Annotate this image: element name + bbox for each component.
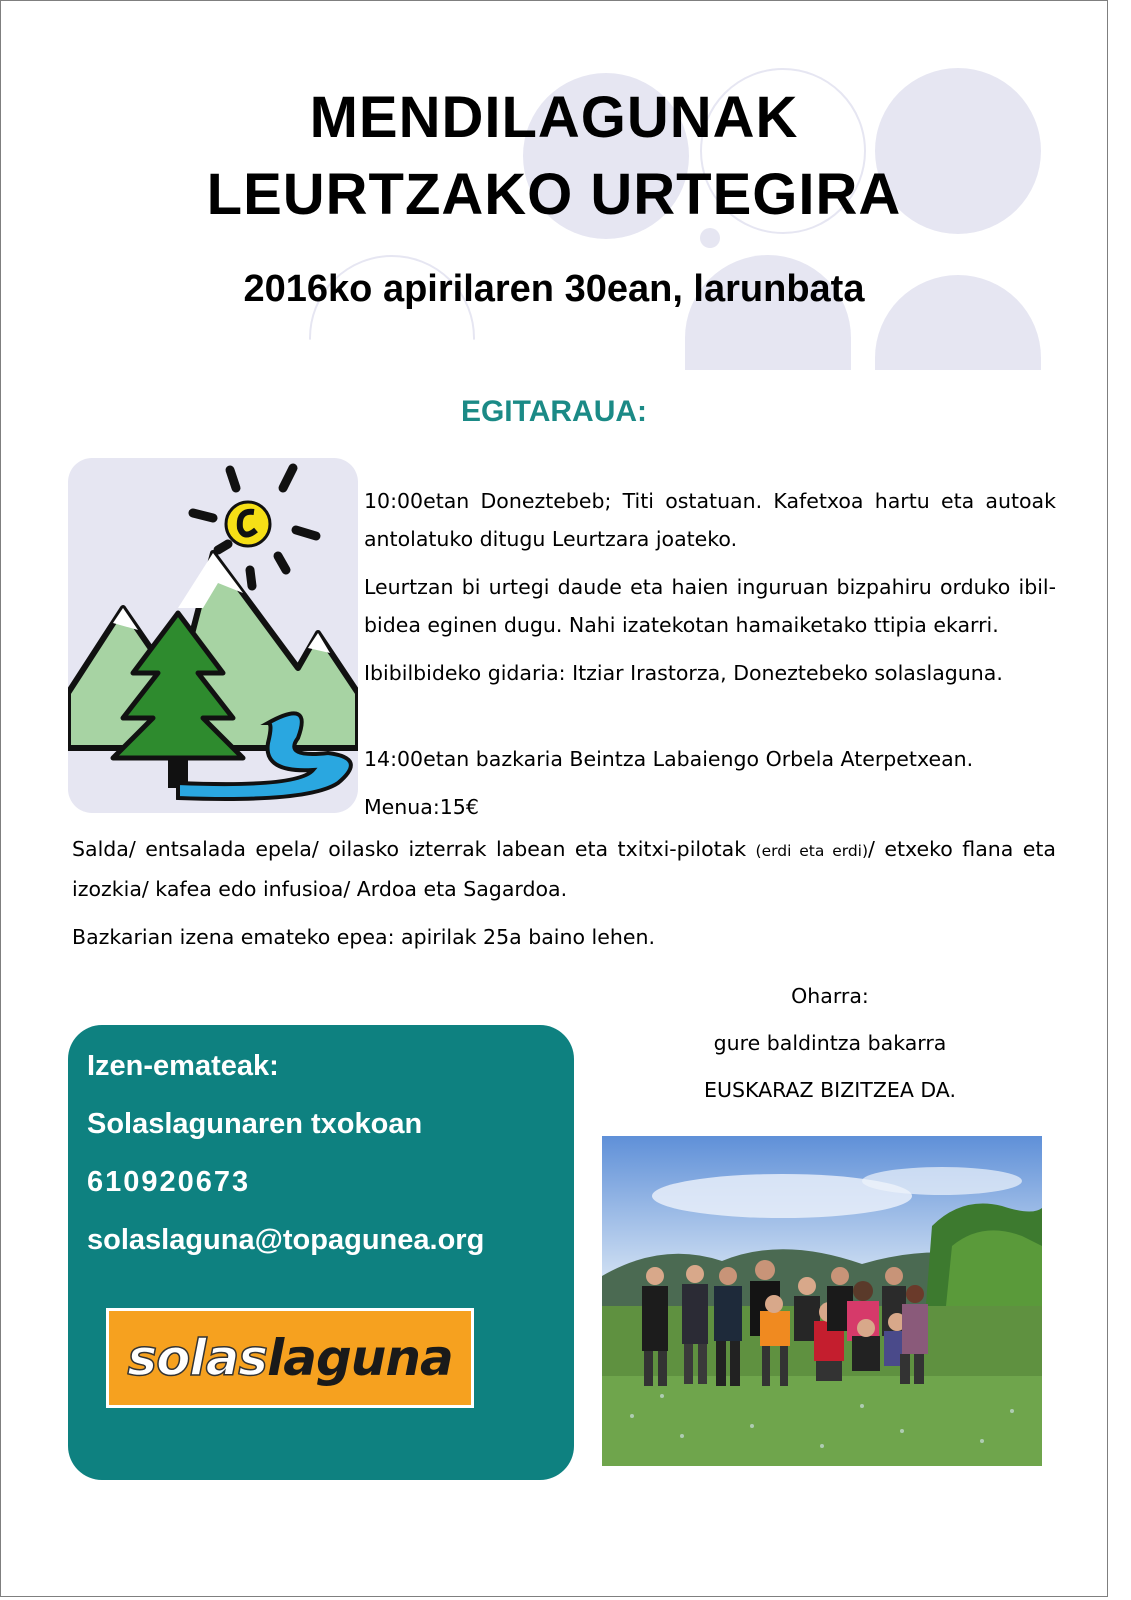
registration-email: solaslaguna@topagunea.org [87,1224,485,1256]
event-date: 2016ko apirilaren 30ean, larunbata [243,268,865,310]
mountain-sun-river-icon [68,458,358,813]
program-block [364,482,1056,836]
group-photo [602,1136,1042,1466]
registration-deadline: Bazkarian izena emateko epea: apirilak 25a baino lehen. [72,925,655,949]
program-paragraph: 14:00etan bazkaria Beintza Labaiengo Orbela Aterpetxean. [364,747,974,771]
brand-part: laguna [267,1329,453,1387]
program-paragraph: Leurtzan bi urtegi daude eta haien inguruan bizpahiru orduko ibil-bidea eginen dugu. Nahi izatekotan hamaiketako ttipia ekarri. [364,575,1056,637]
note-line: EUSKARAZ BIZITZEA DA. [704,1078,956,1102]
program-paragraph: Ibibilbideko gidaria: Itziar Irastorza, Doneztebeko solaslaguna. [364,661,1003,685]
mountain-logo [68,458,358,813]
brand-part: solas [127,1329,268,1387]
registration-phone: 610920673 [87,1166,251,1198]
title-line-1: MENDILAGUNAK [309,85,799,150]
program-heading: EGITARAUA: [460,395,648,428]
title-line-2: LEURTZAKO URTEGIRA [206,162,902,227]
menu-text: Salda/ entsalada epela/ oilasko izterrak labean eta txitxi-pilotak [72,837,756,861]
menu-text: / etxeko flana eta izozkia/ kafea edo infusioa/ Ardoa eta Sagardoa. [72,837,1056,901]
menu-price: Menua:15€ [364,795,479,819]
menu-note: (erdi eta erdi) [755,842,869,860]
note-title: Oharra: [791,984,869,1008]
program-paragraph: 10:00etan Doneztebeb; Titi ostatuan. Kafetxoa hartu eta autoak antolatuko ditugu Leurtzara joateko. [364,489,1056,551]
menu-description [72,830,1056,908]
registration-heading: Izen-emateak: [87,1050,279,1082]
menu-block [72,830,1056,966]
group-photo-illustration [602,1136,1042,1466]
registration-place: Solaslagunaren txokoan [87,1108,423,1140]
brand-wordmark [109,1311,471,1405]
note-line: gure baldintza bakarra [713,1031,947,1055]
solaslaguna-logo [106,1308,474,1408]
